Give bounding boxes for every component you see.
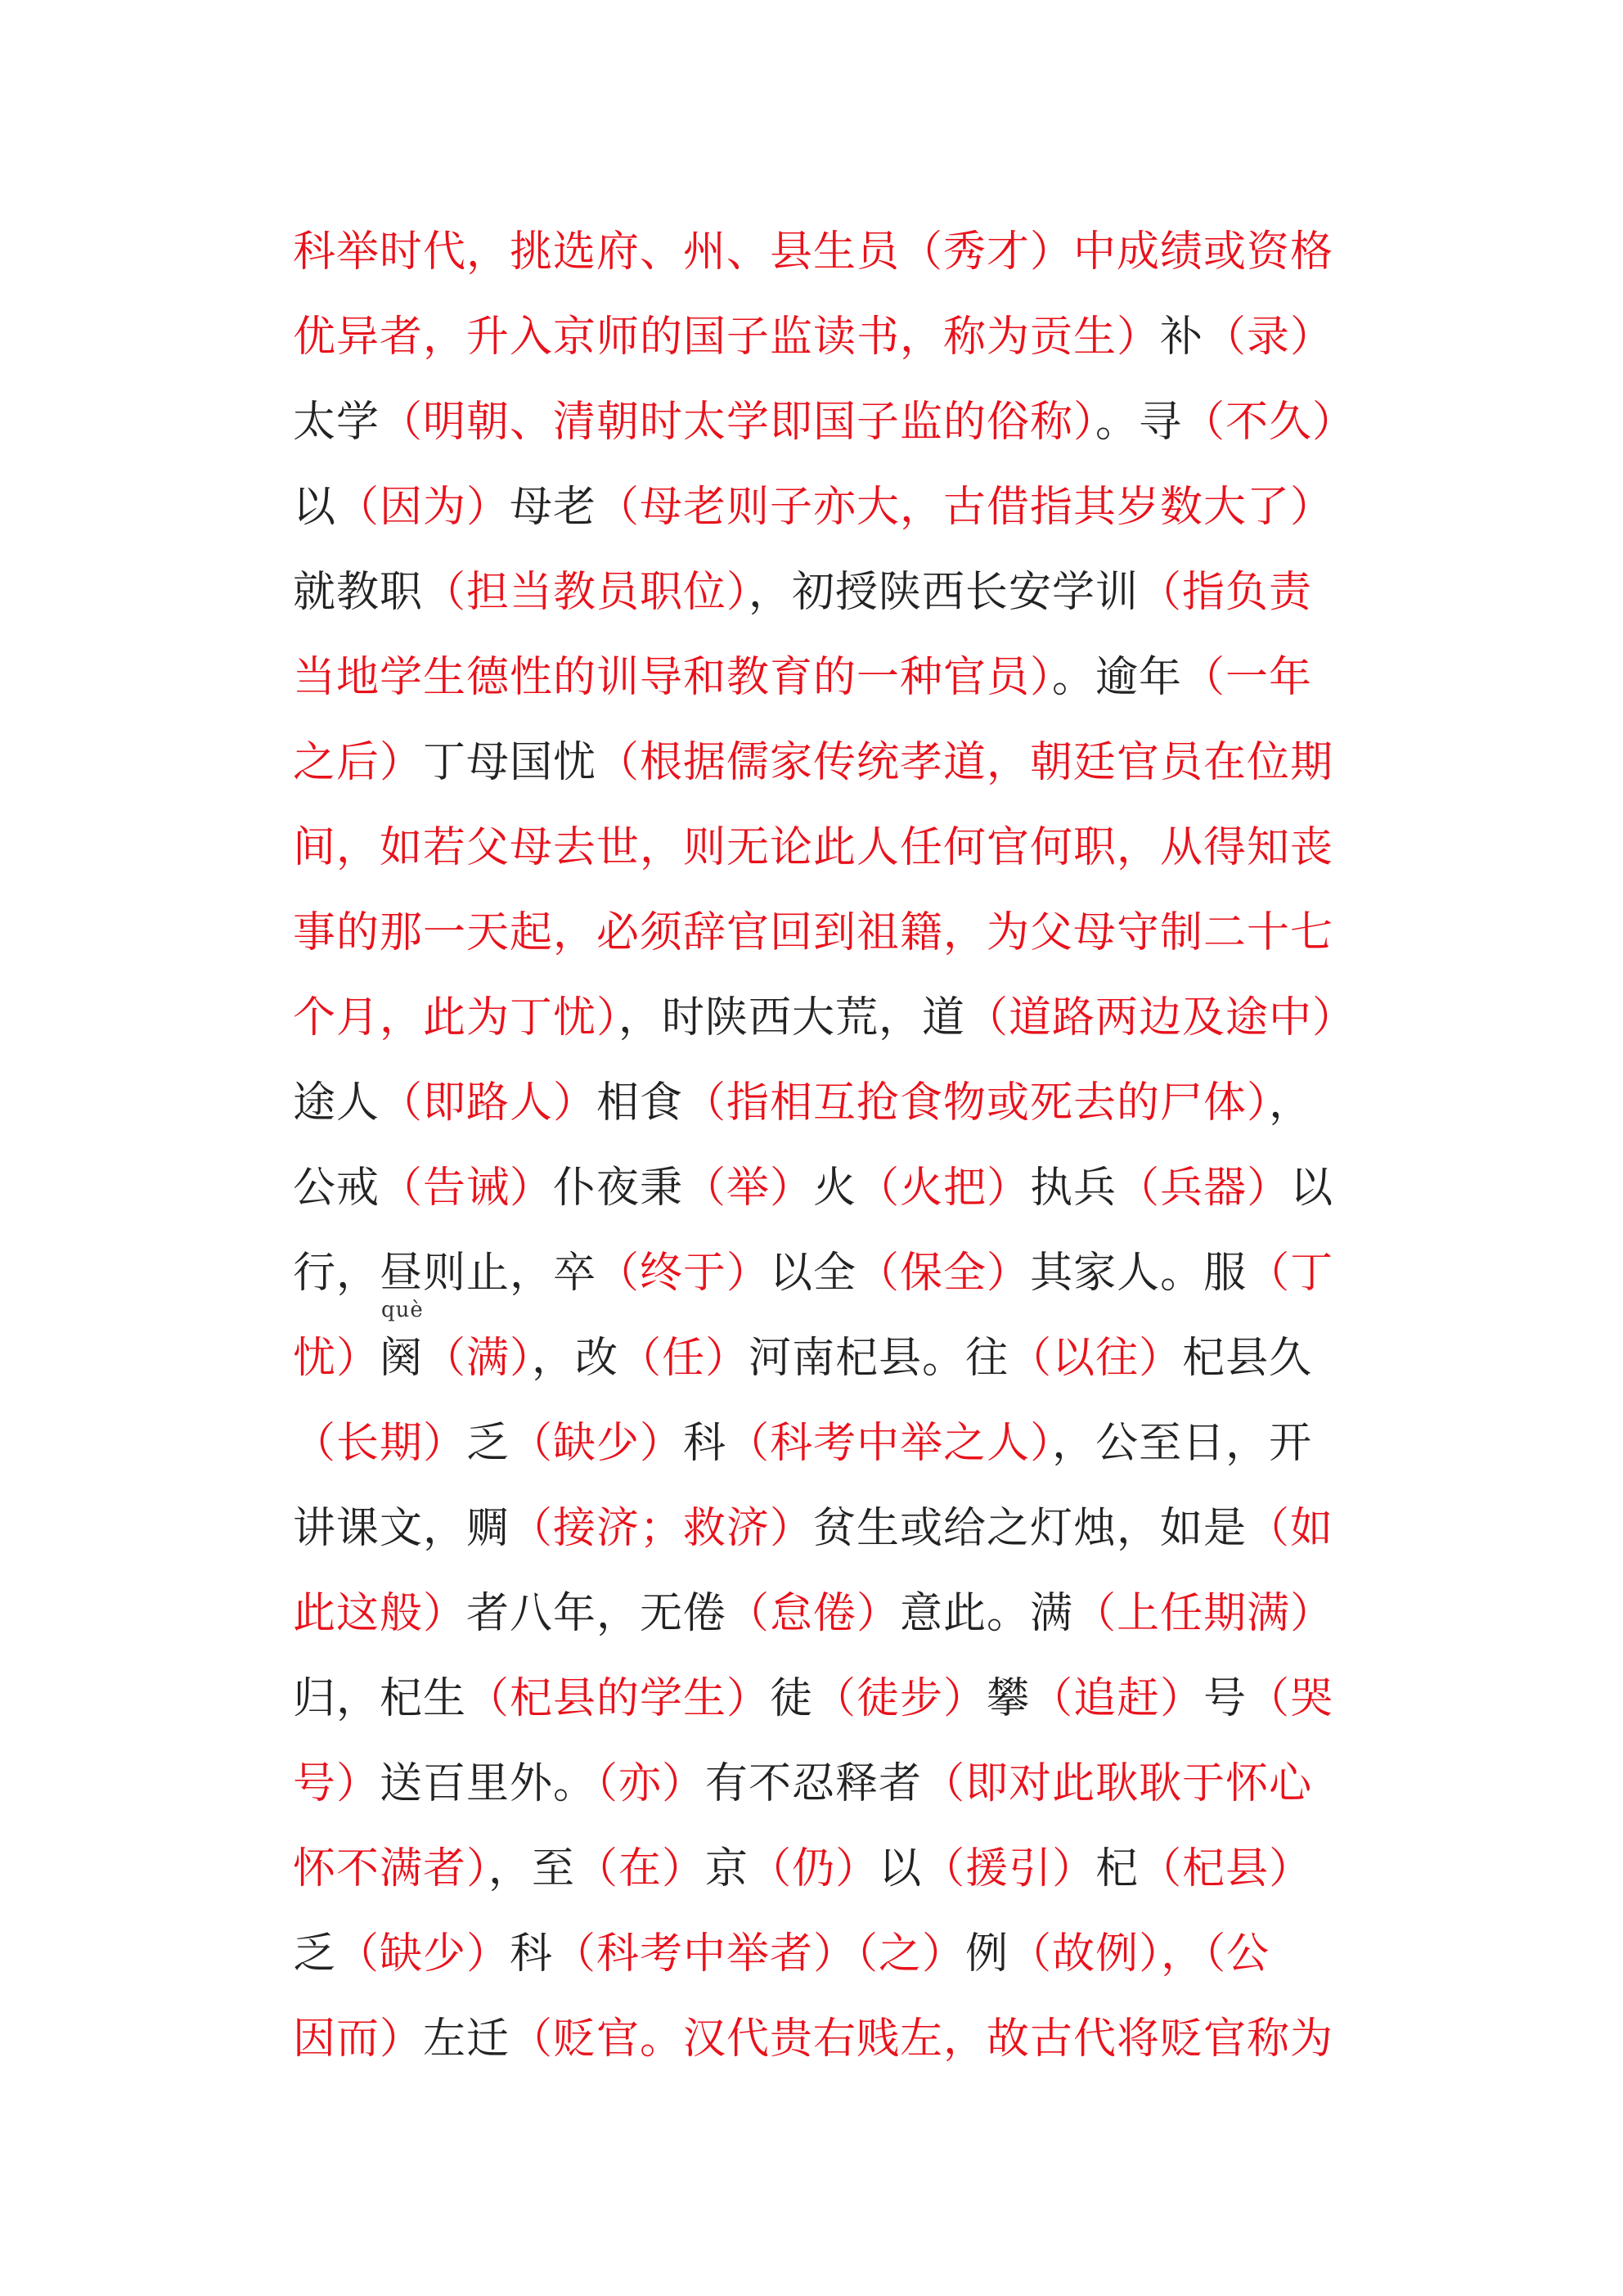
annotation-text: （故例），（公 (1009, 1929, 1270, 1979)
original-text: ， (1269, 1078, 1313, 1128)
text-line (293, 1486, 1385, 1571)
text-line (293, 1826, 1385, 1911)
annotation-text: 间，如若父母去世，则无论此人任何官何职，从得知丧 (293, 823, 1334, 872)
original-text: 。逾年 (1052, 653, 1183, 702)
original-text: 例 (965, 1929, 1009, 1979)
original-text: 补 (1160, 313, 1204, 362)
annotation-text: （担当教员职位） (423, 568, 749, 617)
annotation-text: （不久） (1182, 398, 1356, 447)
annotation-text: 事的那一天起，必须辞官回到祖籍，为父母守制二十七 (293, 908, 1334, 957)
annotation-text: （援引） (922, 1844, 1096, 1893)
original-text: 河南杞县。往 (749, 1334, 1009, 1383)
annotation-text: （告诫） (380, 1164, 554, 1213)
annotation-text: 当地学生德性的训导和教育的一种官员） (293, 653, 1053, 702)
annotation-text: （怠倦） (726, 1589, 901, 1638)
annotation-text: （缺少） (510, 1419, 684, 1468)
annotation-text: 科举时代，挑选府、州、县生员（秀才）中成绩或资格 (293, 227, 1334, 277)
original-text: 京 (705, 1844, 749, 1893)
text-line (293, 209, 1385, 295)
annotation-text: （在） (575, 1844, 706, 1893)
original-text: 杞县久 (1182, 1334, 1313, 1383)
annotation-text: （火把） (856, 1164, 1031, 1213)
text-line (293, 720, 1385, 805)
original-text: 左迁 (423, 2015, 510, 2064)
original-text: 火 (813, 1164, 857, 1213)
original-text: 归，杞生 (293, 1674, 467, 1723)
annotation-text: 号） (293, 1759, 380, 1808)
text-line (293, 635, 1385, 720)
annotation-text: （追赶） (1030, 1674, 1204, 1723)
original-text: ，时陕西大荒，道 (618, 993, 966, 1042)
original-text: 。寻 (1095, 398, 1183, 447)
annotation-text: （杞县） (1139, 1844, 1313, 1893)
original-text: 徒 (770, 1674, 814, 1723)
annotation-text: 此这般） (293, 1589, 467, 1638)
original-text: ，改 (532, 1334, 619, 1383)
annotation-text: 个月，此为丁忧） (293, 993, 619, 1042)
original-text: 途人 (293, 1078, 380, 1128)
text-line (293, 890, 1385, 975)
original-text: ，初授陕西长安学训 (749, 568, 1140, 617)
original-text: 公戒 (293, 1164, 380, 1213)
annotation-text: （举） (683, 1164, 814, 1213)
original-text: 就教职 (293, 568, 424, 617)
annotation-text: （明朝、清朝时太学即国子监的俗称） (380, 398, 1096, 447)
original-text: 乏 (293, 1929, 337, 1979)
annotation-text: （哭 (1247, 1674, 1334, 1723)
original-text: 阕 (380, 1334, 424, 1383)
text-line (293, 550, 1385, 635)
annotation-text: （仍） (749, 1844, 879, 1893)
original-text: 其家人。服 (1030, 1249, 1248, 1298)
annotation-text: 忧） (293, 1334, 380, 1383)
original-text: 有不忍释者 (705, 1759, 923, 1808)
text-line (293, 975, 1385, 1060)
original-text: 行，昼则止，卒 (293, 1249, 597, 1298)
original-text: 以 (879, 1844, 923, 1893)
original-text: 意此。满 (900, 1589, 1074, 1638)
text-line (293, 1060, 1385, 1146)
annotation-text: （科考中举者）（之） (553, 1929, 966, 1979)
text-line (293, 1298, 1385, 1401)
original-text: 相食 (596, 1078, 684, 1128)
original-text: 太学 (293, 398, 380, 447)
original-text: 以全 (770, 1249, 857, 1298)
text-line (293, 380, 1385, 465)
annotation-text: （一年 (1182, 653, 1313, 702)
text-line (293, 1401, 1385, 1486)
annotation-text: 因而） (293, 2015, 424, 2064)
annotation-text: （任） (618, 1334, 749, 1383)
annotation-text: （根据儒家传统孝道，朝廷官员在位期 (596, 738, 1334, 787)
text-line (293, 1911, 1385, 1997)
original-text: 攀 (987, 1674, 1031, 1723)
original-text: 杞 (1095, 1844, 1140, 1893)
annotation-text: （满） (423, 1334, 533, 1383)
text-line (293, 1741, 1385, 1826)
original-text: 科 (510, 1929, 554, 1979)
text-line (293, 1231, 1385, 1316)
original-text: ，公至日，开 (1052, 1419, 1313, 1468)
original-text: 乏 (466, 1419, 510, 1468)
annotation-text: （徒步） (813, 1674, 987, 1723)
annotation-text: （指负责 (1139, 568, 1313, 617)
original-text: 丁母国忧 (423, 738, 597, 787)
text-line (293, 465, 1385, 550)
annotation-text: （长期） (293, 1419, 467, 1468)
annotation-text: （终于） (596, 1249, 771, 1298)
text-line (293, 295, 1385, 380)
original-text: 以 (293, 483, 337, 532)
text-line (293, 805, 1385, 890)
original-text: ，至 (488, 1844, 576, 1893)
annotation-text: （接济；救济） (510, 1504, 814, 1553)
annotation-text: （因为） (336, 483, 510, 532)
original-text: 者八年，无倦 (466, 1589, 727, 1638)
annotation-text: （丁 (1247, 1249, 1334, 1298)
annotation-text: 怀不满者） (293, 1844, 489, 1893)
annotation-text: （兵器） (1117, 1164, 1291, 1213)
original-text: 执兵 (1030, 1164, 1117, 1213)
pinyin-annotation: què (381, 1298, 424, 1322)
annotation-text: （上任期满） (1073, 1589, 1334, 1638)
annotation-text: （道路两边及途中） (965, 993, 1356, 1042)
original-text: 母老 (510, 483, 597, 532)
original-text: 仆夜秉 (553, 1164, 684, 1213)
annotation-text: （如 (1247, 1504, 1334, 1553)
original-text: 科 (683, 1419, 727, 1468)
annotation-text: （保全） (856, 1249, 1031, 1298)
annotation-text: 优异者，升入京师的国子监读书，称为贡生） (293, 313, 1161, 362)
text-line (293, 1146, 1385, 1231)
original-text: 送百里外。 (380, 1759, 597, 1808)
annotation-text: （即路人） (380, 1078, 597, 1128)
annotation-text: （母老则子亦大，古借指其岁数大了） (596, 483, 1334, 532)
text-line (293, 1997, 1385, 2082)
annotation-text: （科考中举之人） (726, 1419, 1053, 1468)
annotation-text: （指相互抢食物或死去的尸体） (683, 1078, 1270, 1128)
annotation-text: （贬官。汉代贵右贱左，故古代将贬官称为 (510, 2015, 1334, 2064)
original-text: 以 (1290, 1164, 1334, 1213)
text-line (293, 1571, 1385, 1656)
annotation-text: （杞县的学生） (466, 1674, 771, 1723)
annotation-text: （录） (1203, 313, 1334, 362)
annotation-text: 之后） (293, 738, 424, 787)
annotation-text: （即对此耿耿于怀心 (922, 1759, 1313, 1808)
annotation-text: （亦） (596, 1759, 706, 1808)
text-line (293, 1656, 1385, 1741)
annotated-text-body (293, 209, 1385, 2082)
annotation-text: （缺少） (336, 1929, 510, 1979)
original-text: 贫生或给之灯烛，如是 (813, 1504, 1248, 1553)
annotation-text: （以往） (1009, 1334, 1183, 1383)
original-text: 讲课文，赒 (293, 1504, 510, 1553)
original-text: 号 (1203, 1674, 1248, 1723)
